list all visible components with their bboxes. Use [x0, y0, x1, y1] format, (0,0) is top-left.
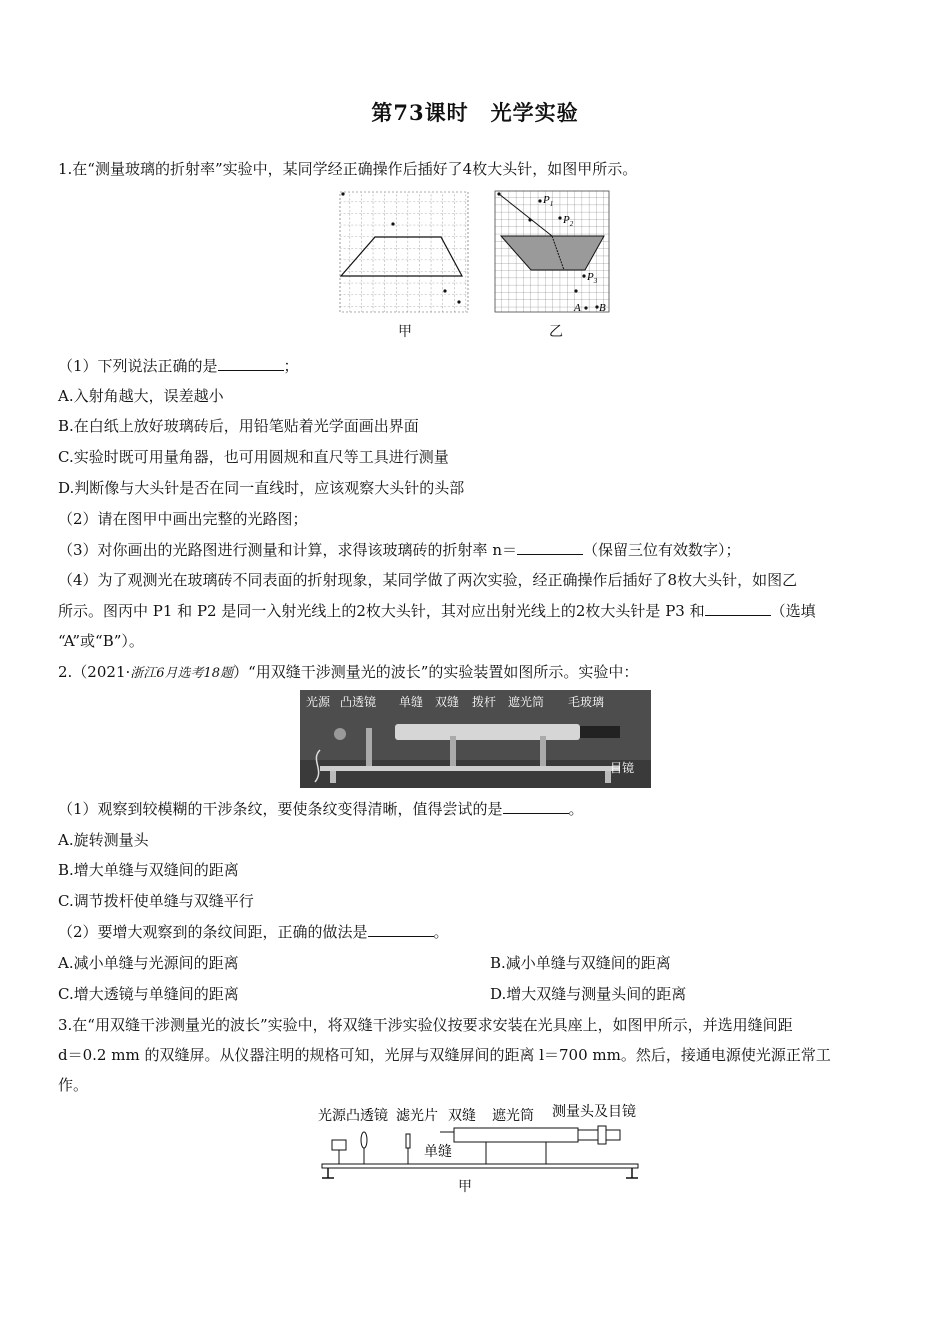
diagram-label-filter: 滤光片 — [396, 1108, 438, 1124]
diagram-label-head: 测量头及目镜 — [552, 1104, 636, 1120]
photo-label-eyepiece: 目镜 — [610, 761, 635, 775]
label-a: A — [574, 302, 581, 314]
q1-fig-yi-caption: 乙 — [549, 324, 563, 340]
q1-intro: 1.在“测量玻璃的折射率”实验中，某同学经正确操作后插好了4枚大头针，如图甲所示。 — [58, 160, 638, 178]
q1-fig-jia-caption: 甲 — [398, 324, 412, 340]
q3-line3: 作。 — [58, 1076, 89, 1094]
diagram-label-single: 单缝 — [424, 1144, 452, 1160]
diagram-label-lens: 凸透镜 — [346, 1108, 388, 1124]
q1-sub1: （1）下列说法正确的是 ； — [58, 357, 299, 375]
photo-label-single: 单缝 — [399, 695, 424, 709]
label-p1: $P_1$ — [543, 194, 554, 208]
diagram-label-light: 光源 — [318, 1108, 346, 1124]
q1-figure-yi — [494, 190, 612, 314]
q2-sub1-option-a: A.旋转测量头 — [58, 831, 149, 849]
q2-sub2-option-d: D.增大双缝与测量头间的距离 — [490, 985, 687, 1003]
page-title: 第73课时 光学实验 — [371, 100, 579, 125]
q2-sub2-row2 — [58, 984, 898, 1004]
label-p2: $P_2$ — [563, 214, 574, 228]
q1-option-d: D.判断像与大头针是否在同一直线时，应该观察大头针的头部 — [58, 479, 465, 497]
q2-apparatus-photo — [300, 690, 651, 788]
q3-fig-caption: 甲 — [458, 1179, 472, 1195]
q3-line2: d＝0.2 mm 的双缝屏。从仪器注明的规格可知，光屏与双缝屏间的距离 l＝700 mm。然后，接通电源使光源正常工 — [58, 1046, 831, 1064]
label-b: B — [599, 302, 606, 314]
diagram-label-tube: 遮光筒 — [492, 1108, 534, 1124]
q2-sub2-option-c: C.增大透镜与单缝间的距离 — [58, 985, 239, 1003]
label-p3: $P_3$ — [587, 271, 598, 285]
q1-option-c: C.实验时既可用量角器，也可用圆规和直尺等工具进行测量 — [58, 448, 449, 466]
q2-intro: 2.（2021·浙江6月选考18题）“用双缝干涉测量光的波长”的实验装置如图所示。实验中： — [58, 663, 639, 681]
photo-label-tube: 遮光筒 — [508, 695, 545, 709]
photo-label-light: 光源 — [306, 695, 331, 709]
q1-sub4-line3: “A”或“B”）。 — [58, 632, 144, 650]
q1-option-a: A.入射角越大，误差越小 — [58, 387, 224, 405]
q2-sub2: （2）要增大观察到的条纹间距，正确的做法是 。 — [58, 923, 449, 941]
q1-sub2: （2）请在图甲中画出完整的光路图； — [58, 510, 308, 528]
q1-figure-jia — [338, 190, 472, 314]
photo-label-double: 双缝 — [435, 695, 460, 709]
q2-sub2-option-a: A.减小单缝与光源间的距离 — [58, 954, 239, 972]
q2-sub1-option-b: B.增大单缝与双缝间的距离 — [58, 861, 239, 879]
q1-sub4-line2: 所示。图丙中 P1 和 P2 是同一入射光线上的2枚大头针，其对应出射光线上的2枚大头针是 P3 和 （选填 — [58, 602, 816, 620]
q2-sub1-option-c: C.调节拨杆使单缝与双缝平行 — [58, 892, 254, 910]
q3-apparatus-diagram — [316, 1102, 646, 1182]
q3-line1: 3.在“用双缝干涉测量光的波长”实验中，将双缝干涉实验仪按要求安装在光具座上，如图甲所示，并选用缝间距 — [58, 1016, 793, 1034]
photo-label-glass: 毛玻璃 — [568, 695, 605, 709]
q1-option-b: B.在白纸上放好玻璃砖后，用铅笔贴着光学面画出界面 — [58, 417, 419, 435]
q2-sub1: （1）观察到较模糊的干涉条纹，要使条纹变得清晰，值得尝试的是 。 — [58, 800, 584, 818]
q1-sub4-line1: （4）为了观测光在玻璃砖不同表面的折射现象，某同学做了两次实验，经正确操作后插好了8枚大头针，如图乙 — [58, 571, 798, 589]
q1-sub3: （3）对你画出的光路图进行测量和计算，求得该玻璃砖的折射率 n＝ （保留三位有效数字）； — [58, 541, 741, 559]
diagram-label-double: 双缝 — [448, 1108, 476, 1124]
photo-label-lens: 凸透镜 — [340, 695, 377, 709]
photo-label-lever: 拨杆 — [472, 695, 497, 709]
q2-sub2-row1 — [58, 953, 898, 973]
q2-sub2-option-b: B.减小单缝与双缝间的距离 — [490, 954, 671, 972]
